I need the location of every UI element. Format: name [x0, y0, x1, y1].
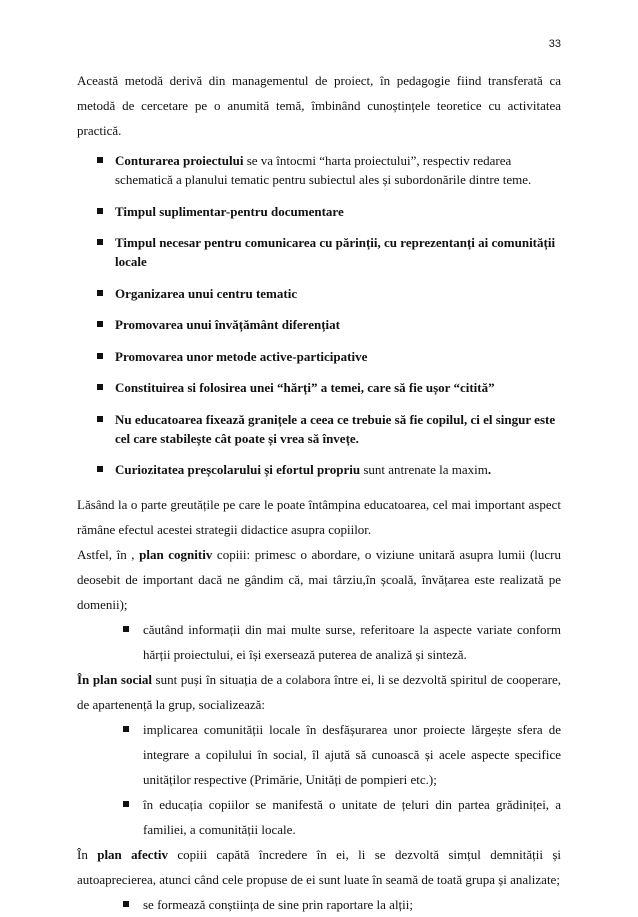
- square-bullet-icon: [97, 290, 103, 296]
- list-item: Constituirea si folosirea unei “hărți” a temei, care să fie ușor “citită”: [77, 378, 561, 397]
- list-item: Promovarea unui învățământ diferențiat: [77, 315, 561, 334]
- affective-paragraph: În plan afectiv copiii capătă încredere în ei, li se dezvoltă simțul demnității și autoaprecierea, atunci când cele propuse de ei sunt luate în seamă de toată grupa și analizate;: [77, 846, 561, 887]
- square-bullet-icon: [97, 239, 103, 245]
- square-bullet-icon: [97, 208, 103, 214]
- square-bullet-icon: [97, 321, 103, 327]
- social-paragraph: În plan social sunt puși în situația de a colabora între ei, li se dezvoltă spiritul de cooperare, de apartenență la grup, socializează:: [77, 671, 561, 712]
- list-item: Conturarea proiectului se va întocmi “harta proiectului”, respectiv redarea schematică a planului tematic pentru subiectul ales și subordonările dintre teme.: [77, 151, 561, 189]
- list-item: Nu educatoarea fixează granițele a ceea ce trebuie să fie copilul, ci el singur este cel care stabilește cât poate și vrea să învețe.: [77, 410, 561, 448]
- list-item: în educația copiilor se manifestă o unitate de țeluri din partea grădiniței, a familiei, a comunității locale.: [77, 792, 561, 842]
- project-steps-list: [77, 151, 561, 479]
- cognitive-list: [77, 617, 561, 667]
- square-bullet-icon: [97, 466, 103, 472]
- list-item: Timpul necesar pentru comunicarea cu părinții, cu reprezentanți ai comunității locale: [77, 233, 561, 271]
- square-bullet-icon: [123, 626, 129, 632]
- social-list: [77, 717, 561, 842]
- square-bullet-icon: [123, 726, 129, 732]
- square-bullet-icon: [123, 801, 129, 807]
- list-item: căutând informații din mai multe surse, referitoare la aspecte variate conform hărții proiectului, ei își exersează puterea de analiză și sinteză.: [77, 617, 561, 667]
- list-item: Curiozitatea preșcolarului și efortul propriu sunt antrenate la maxim.: [77, 460, 561, 479]
- page-number: 33: [548, 38, 561, 50]
- square-bullet-icon: [97, 384, 103, 390]
- square-bullet-icon: [97, 157, 103, 163]
- cognitive-paragraph: Astfel, în , plan cognitiv copiii: primesc o abordare, o viziune unitară asupra lumii (lucru deosebit de important dacă ne gândim că, mai târziu,în școală, învățarea este realizată pe domenii);: [77, 546, 562, 612]
- list-item: implicarea comunității locale în desfășurarea unor proiecte lărgește sfera de integrare a copilului în social, îl ajută să cunoască și acele aspecte specifice unităților respective (Primărie, Unități de pompieri etc.);: [77, 717, 561, 792]
- square-bullet-icon: [123, 901, 129, 907]
- effects-paragraph: Lăsând la o parte greutățile pe care le poate întâmpina educatoarea, cel mai important aspect rămâne efectul acestei strategii didactice asupra copiilor.: [77, 496, 561, 537]
- page-body: [77, 68, 561, 917]
- intro-paragraph: Această metodă derivă din managementul de proiect, în pedagogie fiind transferată ca metodă de cercetare pe o anumită temă, îmbinând cunoștințele teoretice cu activitatea practică.: [77, 73, 561, 138]
- list-item: Organizarea unui centru tematic: [77, 284, 561, 303]
- square-bullet-icon: [97, 353, 103, 359]
- list-item: Timpul suplimentar-pentru documentare: [77, 202, 561, 221]
- affective-list: [77, 892, 561, 917]
- list-item: Promovarea unor metode active-participative: [77, 347, 561, 366]
- square-bullet-icon: [97, 416, 103, 422]
- list-item: se formează conștiința de sine prin raportare la alții;: [77, 892, 561, 917]
